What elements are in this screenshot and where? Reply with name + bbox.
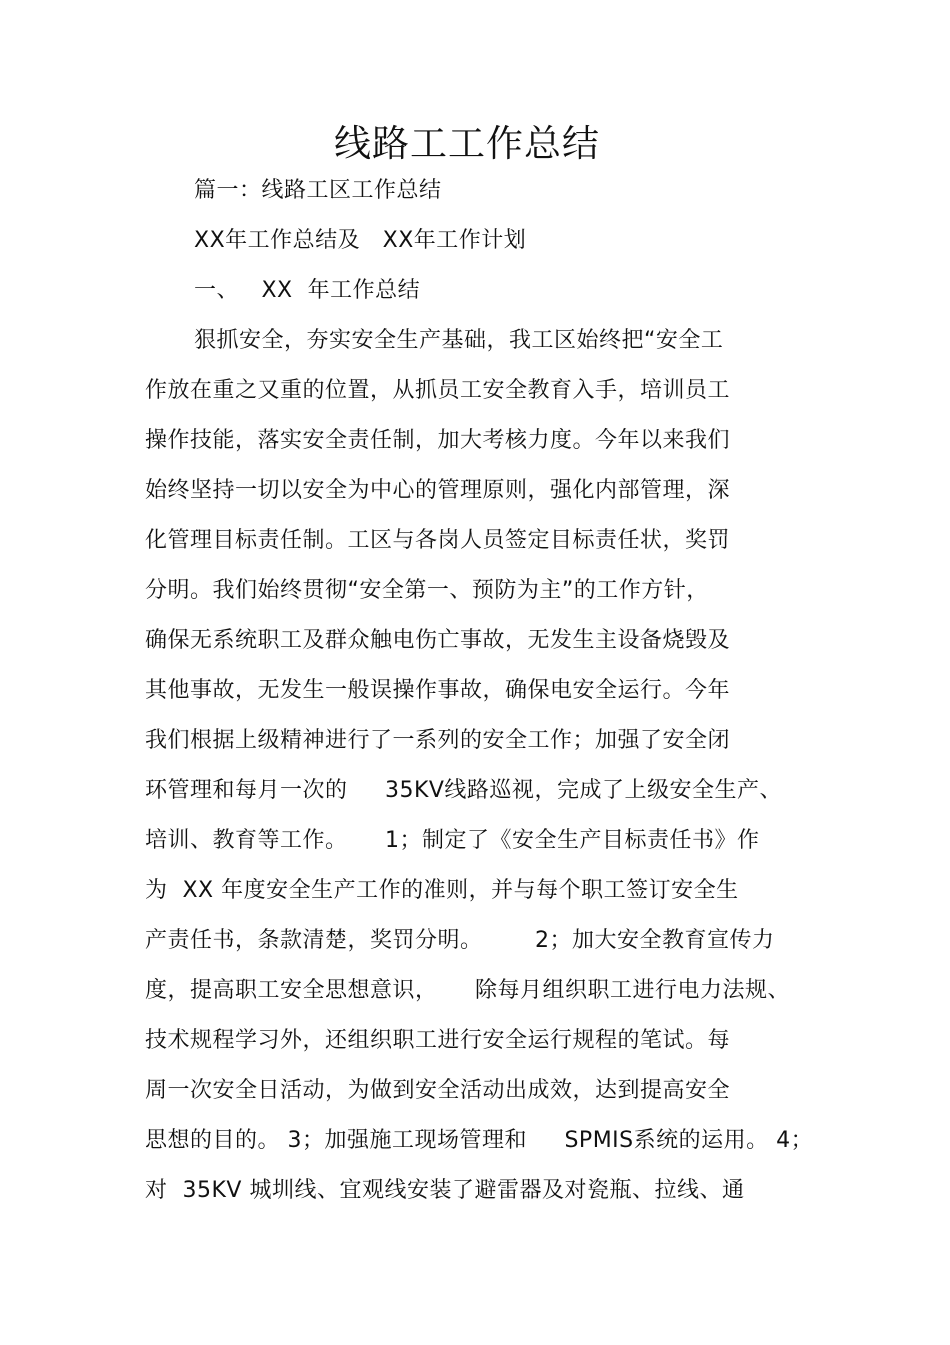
body-line-4: 始终坚持一切以安全为中心的管理原则，强化内部管理，深 [145,478,731,503]
body-line-14: 度，提高职工安全思想意识， 除每月组织职工进行电力法规、 [145,978,790,1003]
body-line-15: 技术规程学习外，还组织职工进行安全运行规程的笔试。每 [145,1028,731,1053]
body-line-3: 操作技能，落实安全责任制，加大考核力度。今年以来我们 [145,428,731,453]
body-line-6: 分明。我们始终贯彻“安全第一、预防为主”的工作方针， [145,578,709,603]
body-line-9: 我们根据上级精神进行了一系列的安全工作；加强了安全闭 [145,728,731,753]
body-line-1: 狠抓安全，夯实安全生产基础，我工区始终把“安全工 [194,328,724,353]
body-line-17: 思想的目的。 3；加强施工现场管理和 SPMIS系统的运用。 4； [145,1128,814,1153]
body-line-5: 化管理目标责任制。工区与各岗人员签定目标责任状，奖罚 [145,528,731,553]
body-line-11: 培训、教育等工作。 1；制定了《安全生产目标责任书》作 [145,828,760,853]
body-line-10: 环管理和每月一次的 35KV线路巡视，完成了上级安全生产、 [145,778,782,803]
heading-line-2: XX年工作总结及 XX年工作计划 [194,228,527,253]
heading-line-1: 篇一：线路工区工作总结 [194,178,442,203]
body-line-16: 周一次安全日活动，为做到安全活动出成效，达到提高安全 [145,1078,731,1103]
heading-line-3: 一、 XX 年工作总结 [194,278,421,303]
body-line-2: 作放在重之又重的位置，从抓员工安全教育入手，培训员工 [145,378,731,403]
body-line-18: 对 35KV 城圳线、宜观线安装了避雷器及对瓷瓶、拉线、通 [145,1178,745,1203]
body-line-8: 其他事故，无发生一般误操作事故，确保电安全运行。今年 [145,678,731,703]
body-line-13: 产责任书，条款清楚，奖罚分明。 2；加大安全教育宣传力 [145,928,775,953]
body-line-7: 确保无系统职工及群众触电伤亡事故，无发生主设备烧毁及 [145,628,731,653]
document-title: 线路工工作总结 [334,122,600,165]
body-line-12: 为 XX 年度安全生产工作的准则，并与每个职工签订安全生 [145,878,739,903]
